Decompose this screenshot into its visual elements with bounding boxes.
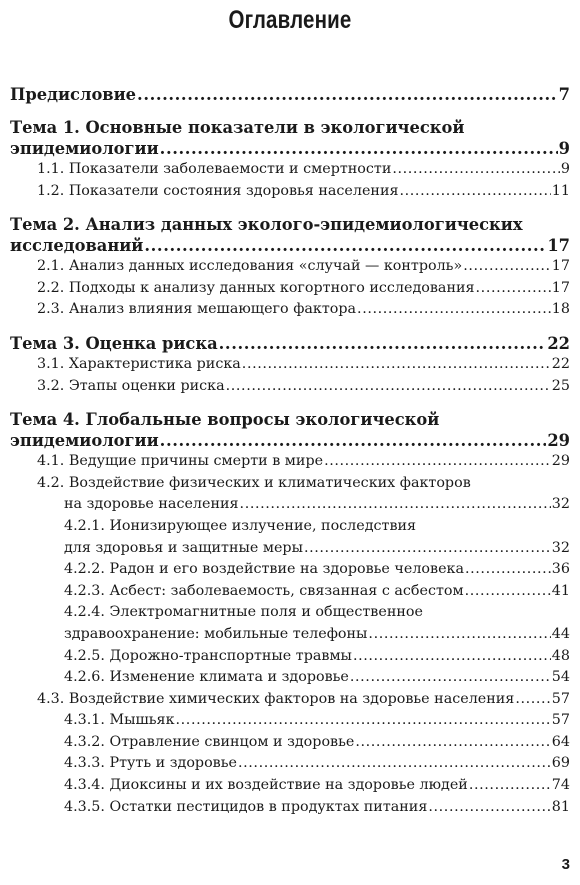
toc-entry-title: эпидемиологии (10, 431, 159, 451)
toc-entry-1-2[interactable] (10, 181, 570, 203)
toc-entry-2-3[interactable] (10, 299, 570, 321)
toc-entry-title: 2.3. Анализ влияния мешающего фактора (37, 301, 357, 318)
toc-entry-topic-4[interactable] (10, 430, 570, 451)
leader-dots (324, 451, 551, 473)
toc-entry-title: 2.2. Подходы к анализу данных когортного исследования (37, 279, 475, 296)
toc-entry-preface[interactable] (10, 84, 570, 105)
toc-page-number: 9 (560, 161, 570, 177)
toc-entry-title-line: Тема 4. Глобальные вопросы экологической (10, 410, 440, 430)
leader-dots (368, 624, 550, 646)
toc-page-number: 22 (551, 355, 570, 372)
leader-dots (242, 354, 551, 376)
toc-entry-title: 4.3.1. Мышьяк (64, 712, 175, 729)
toc-page-number: 25 (551, 377, 570, 394)
toc-entry-title: на здоровье населения (64, 496, 239, 513)
toc-entry-4-3-4[interactable] (10, 775, 570, 797)
toc-page-number: 36 (551, 561, 570, 578)
leader-dots (463, 256, 551, 278)
toc-page-number: 54 (551, 669, 570, 686)
toc-entry-4-2-2[interactable] (10, 559, 570, 581)
leader-dots (476, 278, 551, 300)
toc-entry-2-2[interactable] (10, 278, 570, 300)
toc-page-number: 9 (558, 139, 570, 158)
toc-entry-title: исследований (10, 236, 144, 256)
leader-dots (357, 299, 551, 321)
toc-page-number: 32 (551, 539, 570, 556)
toc-entry-title-line: Тема 1. Основные показатели в экологической (10, 118, 465, 137)
toc-page-number: 81 (551, 798, 570, 815)
toc-entry-title: для здоровья и защитные меры (64, 539, 303, 556)
leader-dots (238, 753, 551, 775)
toc-entry-4-2[interactable] (10, 494, 570, 516)
toc-entry-title: 1.2. Показатели состояния здоровья населения (37, 182, 399, 199)
toc-entry-4-2-3[interactable] (10, 581, 570, 603)
toc-entry-4-3-5[interactable] (10, 797, 570, 819)
toc-page-number: 18 (551, 301, 570, 318)
toc-page-number: 7 (558, 85, 570, 104)
toc-entry-3-1[interactable] (10, 354, 570, 376)
toc-page-number: 74 (551, 777, 570, 794)
toc-entry-title: 3.1. Характеристика риска (37, 355, 241, 372)
toc-entry-4-2-1[interactable] (10, 538, 570, 560)
toc-entry-topic-3[interactable] (10, 333, 570, 354)
toc-entry-4-3-1[interactable] (10, 710, 570, 732)
toc-entry-title: 4.3.2. Отравление свинцом и здоровье (64, 733, 355, 750)
leader-dots (304, 538, 551, 560)
toc-page-number: 48 (551, 647, 570, 664)
toc-entry-title-line: 4.2.4. Электромагнитные поля и общественное (64, 604, 423, 621)
toc-entry-4-1[interactable] (10, 451, 570, 473)
toc-page-number: 41 (551, 582, 570, 599)
leader-dots (160, 138, 558, 159)
toc-page-number: 29 (547, 431, 570, 451)
toc-entry-title-line: Тема 2. Анализ данных эколого-эпидемиологических (10, 215, 523, 235)
toc-entry-topic-1[interactable] (10, 138, 570, 159)
toc-entry-title-line: 4.2.1. Ионизирующее излучение, последствия (64, 517, 417, 534)
toc-page-number: 57 (551, 690, 570, 707)
toc-entry-4-3[interactable] (10, 689, 570, 711)
leader-dots (469, 775, 551, 797)
toc-entry-title: 4.2.5. Дорожно-транспортные травмы (64, 647, 352, 664)
toc-entry-title: 4.3.4. Диоксины и их воздействие на здоровье людей (64, 777, 468, 794)
leader-dots (160, 430, 547, 451)
toc-entry-title: здравоохранение: мобильные телефоны (64, 625, 368, 642)
toc-entry-title: 3.2. Этапы оценки риска (37, 377, 225, 394)
toc-entry-title: 4.1. Ведущие причины смерти в мире (37, 453, 324, 470)
leader-dots (353, 646, 551, 668)
toc-entry-title: 4.3. Воздействие химических факторов на здоровье населения (37, 690, 515, 707)
toc-entry-4-2-6[interactable] (10, 667, 570, 689)
toc-page-number: 57 (551, 712, 570, 729)
toc-page-number: 64 (551, 733, 570, 750)
toc-page-number: 44 (551, 625, 570, 642)
toc-entry-title: 4.2.3. Асбест: заболеваемость, связанная с асбестом (64, 582, 464, 599)
toc-entry-title: эпидемиологии (10, 139, 159, 158)
leader-dots (240, 494, 551, 516)
leader-dots (428, 797, 550, 819)
toc-entry-2-1[interactable] (10, 256, 570, 278)
toc-entry-title: 4.2.6. Изменение климата и здоровье (64, 669, 349, 686)
toc-entry-4-2-4[interactable] (10, 624, 570, 646)
table-of-contents (10, 84, 570, 818)
toc-entry-title: Тема 3. Оценка риска (10, 333, 218, 353)
toc-entry-title: 2.1. Анализ данных исследования «случай — контроль» (37, 258, 463, 275)
toc-entry-title: Предисловие (10, 85, 137, 104)
leader-dots (465, 581, 551, 603)
toc-entry-3-2[interactable] (10, 376, 570, 398)
toc-entry-title: 4.2.2. Радон и его воздействие на здоровье человека (64, 561, 464, 578)
toc-page-number: 17 (547, 236, 570, 256)
toc-page-number: 17 (551, 258, 570, 275)
toc-entry-4-2-5[interactable] (10, 646, 570, 668)
leader-dots (350, 667, 551, 689)
leader-dots (219, 333, 547, 354)
page-number: 3 (561, 856, 570, 873)
toc-entry-title: 4.3.5. Остатки пестицидов в продуктах питания (64, 798, 428, 815)
toc-page-number: 17 (551, 279, 570, 296)
page-title: Оглавление (228, 6, 352, 34)
leader-dots (176, 710, 551, 732)
toc-page-number: 69 (551, 755, 570, 772)
toc-entry-1-1[interactable] (10, 159, 570, 181)
toc-entry-topic-2[interactable] (10, 235, 570, 256)
leader-dots (144, 235, 546, 256)
toc-entry-title: 4.3.3. Ртуть и здоровье (64, 755, 237, 772)
toc-page-number: 11 (551, 182, 570, 199)
leader-dots (137, 84, 558, 105)
toc-page-number: 32 (551, 496, 570, 513)
leader-dots (226, 376, 551, 398)
leader-dots (355, 732, 550, 754)
toc-entry-4-3-2[interactable] (10, 732, 570, 754)
leader-dots (465, 559, 551, 581)
toc-page-number: 22 (547, 333, 570, 353)
leader-dots (400, 181, 551, 203)
toc-entry-title-line: 4.2. Воздействие физических и климатических факторов (37, 474, 471, 491)
toc-entry-4-3-3[interactable] (10, 753, 570, 775)
toc-page-number: 29 (551, 453, 570, 470)
toc-entry-title: 1.1. Показатели заболеваемости и смертности (37, 161, 392, 177)
leader-dots (392, 159, 560, 181)
leader-dots (515, 689, 550, 711)
